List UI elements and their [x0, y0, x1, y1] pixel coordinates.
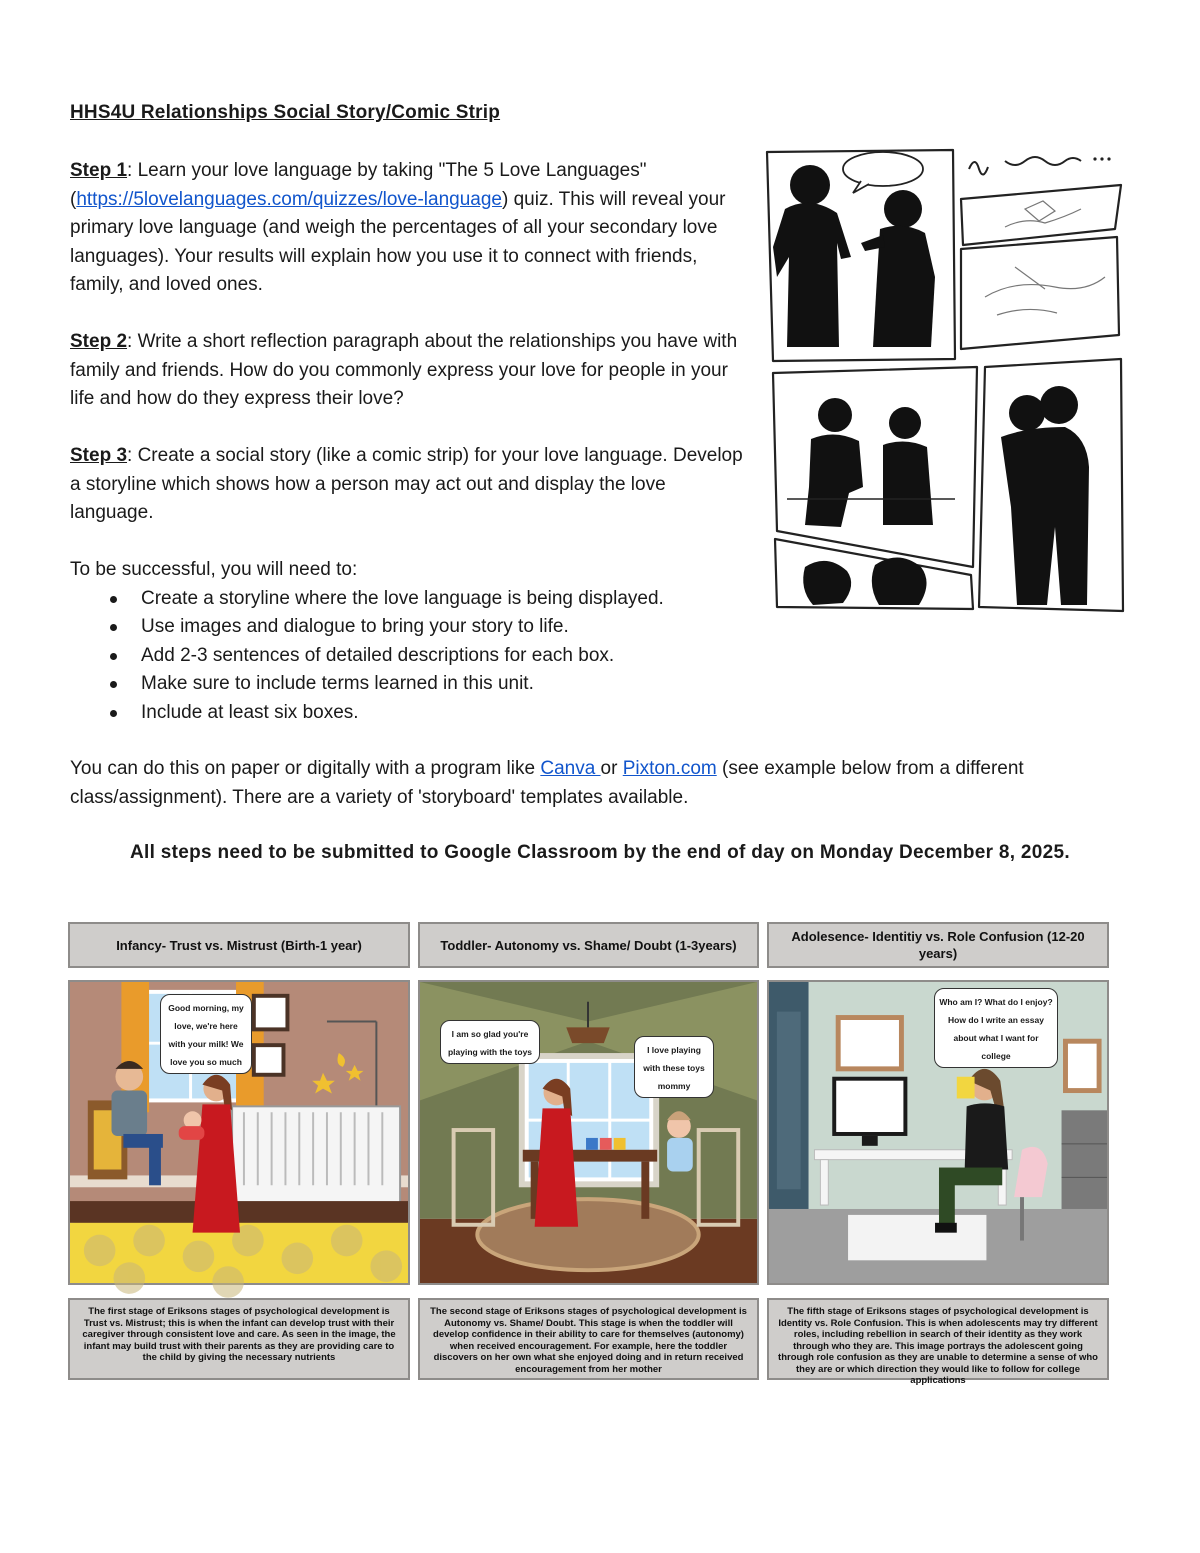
- deadline-notice: All steps need to be submitted to Google Classroom by the end of day on Monday December 8, 2025.: [130, 842, 1070, 863]
- requirements-list: [70, 585, 750, 728]
- step-2-label: Step 2: [70, 331, 128, 352]
- stage-2-speech-bubble-left: [440, 1020, 540, 1064]
- step-2-text: : Write a short reflection paragraph about the relationships you have with family and friends. How do you commonly express your love for people in your life and how do they express their love?: [70, 331, 738, 409]
- requirement-item: Use images and dialogue to bring your story to life.: [70, 613, 750, 642]
- storyboard-example: [68, 922, 1110, 1384]
- doc-title: HHS4U Relationships Social Story/Comic Strip: [70, 102, 501, 123]
- step-3: [70, 442, 750, 528]
- stage-3-bubble-text: Who am I? What do I enjoy? How do I write an essay about what I want for college: [939, 997, 1053, 1061]
- stage-2-description: The second stage of Eriksons stages of psychological development is Autonomy vs. Shame/ Doubt. This stage is when the toddler will develop confidence in their ability to care for themselves (autonomy) when received encouragement. For example, here the toddler discovers on her own what she enjoyed doing and in return received encouragement from her mother: [418, 1298, 759, 1380]
- tools-or: or: [600, 758, 623, 779]
- stage-2-speech-bubble-right: [634, 1036, 714, 1098]
- stage-1-heading: Infancy- Trust vs. Mistrust (Birth-1 year): [68, 922, 410, 968]
- requirement-item: Make sure to include terms learned in this unit.: [70, 670, 750, 699]
- requirement-item: Add 2-3 sentences of detailed descriptions for each box.: [70, 642, 750, 671]
- success-intro: To be successful, you will need to:: [70, 559, 358, 580]
- stage-1-bubble-text: Good morning, my love, we're here with your milk! We love you so much: [168, 1003, 244, 1067]
- quiz-link[interactable]: https://5lovelanguages.com/quizzes/love-language: [76, 188, 502, 210]
- step-1-label: Step 1: [70, 160, 128, 181]
- instructions: [70, 157, 750, 727]
- stage-2-bubble-right-text: I love playing with these toys mommy: [643, 1045, 705, 1091]
- comic-silhouettes-image: [765, 147, 1125, 617]
- comic-strip-illustration: [765, 147, 1125, 617]
- stage-2-bubble-left-text: I am so glad you're playing with the toys: [447, 1029, 533, 1057]
- step-3-label: Step 3: [70, 445, 128, 466]
- tools-paragraph: [70, 755, 1130, 812]
- tools-text-b: (see example below from a different class/assignment). There are a variety of 'storyboard' templates available.: [70, 758, 1024, 808]
- tools-text-a: You can do this on paper or digitally with a program like: [70, 758, 541, 779]
- requirement-item: Include at least six boxes.: [70, 699, 750, 728]
- step-1-text-b: ) quiz. This will reveal your primary love language (and weigh the percentages of all your secondary love languages). Your results will explain how you use it to connect with friends, family, and loved ones.: [70, 188, 726, 295]
- stage-1-description: The first stage of Eriksons stages of psychological development is Trust vs. Mistrust; this is when the infant can develop trust with their caregiver through consistent love and care. As seen in the image, the infant may build trust with their parents as they are providing care to the child by giving the necessary nutrients: [68, 1298, 410, 1380]
- step-2: [70, 328, 750, 414]
- stage-3-description: The fifth stage of Eriksons stages of psychological development is Identity vs. Role Confusion. This is when adolescents may try different roles, including rebellion in search of their identity as they work through who they are. This image portrays the adolescent going through role confusion as they are unable to determine a sense of who they are or which direction they would like to follow for college applications: [767, 1298, 1109, 1380]
- stage-2-heading: Toddler- Autonomy vs. Shame/ Doubt (1-3years): [418, 922, 759, 968]
- step-1: [70, 157, 750, 300]
- step-1-text-a: : Learn your love language by taking "The 5 Love Languages" (: [70, 160, 647, 210]
- stage-3-speech-bubble: [934, 988, 1058, 1068]
- pixton-link[interactable]: Pixton.com: [622, 758, 717, 779]
- stage-1-speech-bubble: [160, 994, 252, 1074]
- stage-3-heading: Adolesence- Identitiy vs. Role Confusion (12-20 years): [767, 922, 1109, 968]
- canva-link[interactable]: Canva: [540, 758, 601, 779]
- step-3-text: : Create a social story (like a comic strip) for your love language. Develop a storyline which shows how a person may act out and display the love language.: [70, 445, 743, 523]
- requirement-item: Create a storyline where the love language is being displayed.: [70, 585, 750, 614]
